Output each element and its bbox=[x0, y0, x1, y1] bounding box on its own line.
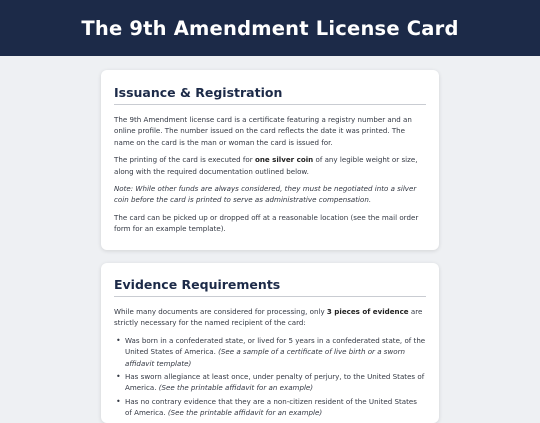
evidence-item bbox=[114, 371, 426, 394]
evidence-item-text: Was born in a confederated state, or lived for 5 years in a confederated state, of the United States of America. bbox=[125, 335, 426, 357]
payment-highlight: one silver coin bbox=[254, 155, 314, 165]
evidence-item-text: Has no contrary evidence that they are a non-citizen resident of the United States of America. bbox=[125, 396, 417, 418]
page-title: The 9th Amendment License Card bbox=[81, 16, 459, 40]
evidence-item bbox=[114, 335, 426, 369]
bullet-icon: • bbox=[116, 335, 121, 345]
issuance-paragraph-1: The 9th Amendment license card is a certificate featuring a registry number and an online profile. The number issued on the card reflects the date it was printed. The name on the card is the man or woman the card is issued for. bbox=[114, 115, 412, 147]
issuance-card bbox=[101, 70, 439, 250]
issuance-paragraph-3: The card can be picked up or dropped off at a reasonable location (see the mail order form for an example template). bbox=[114, 212, 419, 234]
evidence-intro bbox=[114, 306, 426, 329]
evidence-list bbox=[114, 335, 426, 419]
evidence-item-note: (See the printable affidavit for an example) bbox=[158, 383, 314, 393]
payment-text-end: of any legible weight or size, along with the required documentation outlined below. bbox=[114, 155, 418, 176]
issuance-note: Note: While other funds are always considered, they must be negotiated into a silver coin before the card is printed to serve as administrative compensation. bbox=[114, 184, 417, 205]
evidence-item-note: (See the printable affidavit for an example) bbox=[167, 408, 323, 418]
evidence-item-text: Has sworn allegiance at least once, under penalty of perjury, to the United States of America. bbox=[125, 372, 425, 393]
issuance-paragraph-2 bbox=[114, 154, 426, 177]
evidence-count-highlight: 3 pieces of evidence bbox=[326, 307, 409, 316]
page-header bbox=[0, 0, 540, 56]
bullet-icon: • bbox=[116, 372, 121, 382]
evidence-intro-end: are strictly necessary for the named recipient of the card: bbox=[114, 307, 423, 328]
issuance-heading: Issuance & Registration bbox=[114, 70, 426, 105]
payment-text-start: The printing of the card is executed for bbox=[114, 155, 255, 165]
evidence-item bbox=[114, 396, 426, 419]
evidence-heading: Evidence Requirements bbox=[114, 263, 426, 297]
evidence-item-note: (See a sample of a certificate of live birth or a sworn affidavit template) bbox=[125, 347, 406, 368]
evidence-card bbox=[101, 263, 439, 423]
bullet-icon: • bbox=[116, 396, 121, 406]
evidence-intro-start: While many documents are considered for processing, only bbox=[114, 307, 327, 316]
